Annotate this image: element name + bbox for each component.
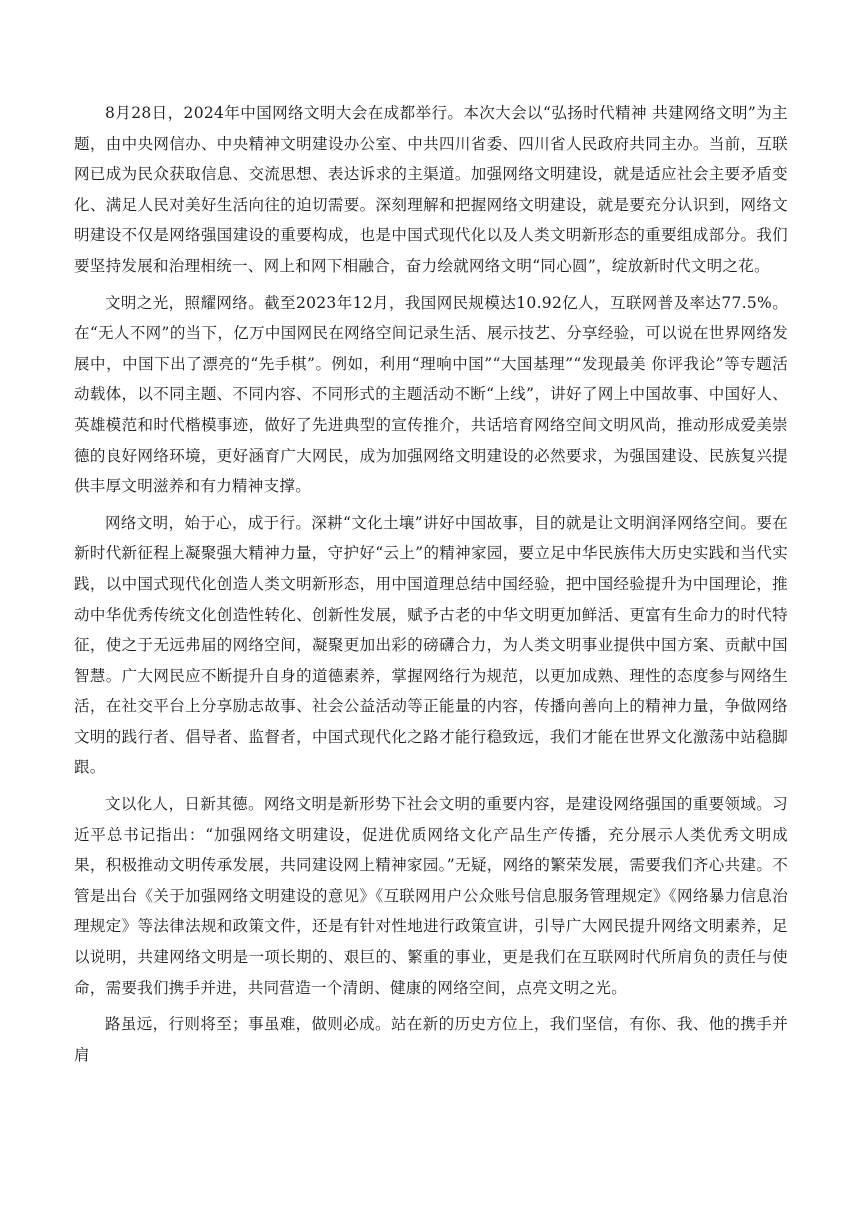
document-body [74,98,788,1076]
paragraph-4: 文以化人，日新其德。网络文明是新形势下社会文明的重要内容，是建设网络强国的重要领域。习近平总书记指出：“加强网络文明建设，促进优质网络文化产品生产传播，充分展示人类优秀文明成果，积极推动文明传承发展，共同建设网上精神家园。”无疑，网络的繁荣发展，需要我们齐心共建。不管是出台《关于加强网络文明建设的意见》《互联网用户公众账号信息服务管理规定》《网络暴力信息治理规定》等法律法规和政策文件，还是有针对性地进行政策宣讲，引导广大网民提升网络文明素养，足以说明，共建网络文明是一项长期的、艰巨的、繁重的事业，更是我们在互联网时代所肩负的责任与使命，需要我们携手并进，共同营造一个清朗、健康的网络空间，点亮文明之光。 [74,795,788,997]
paragraph-2: 文明之光，照耀网络。截至2023年12月，我国网民规模达10.92亿人，互联网普及率达77.5%。在“无人不网”的当下，亿万中国网民在网络空间记录生活、展示技艺、分享经验，可以说在世界网络发展中，中国下出了漂亮的“先手棋”。例如，利用“理响中国”“大国基理”“发现最美 你评我论”等专题活动载体，以不同主题、不同内容、不同形式的主题活动不断“上线”，讲好了网上中国故事、中国好人、英雄模范和时代楷模事迹，做好了先进典型的宣传推介，共话培育网络空间文明风尚，推动形成爱美崇德的良好网络环境，更好涵育广大网民，成为加强网络文明建设的必然要求，为强国建设、民族复兴提供丰厚文明滋养和有力精神支撑。 [74,293,788,496]
paragraph-5: 路虽远，行则将至；事虽难，做则必成。站在新的历史方位上，我们坚信，有你、我、他的携手并肩 [74,1015,788,1064]
paragraph-1: 8月28日，2024年中国网络文明大会在成都举行。本次大会以“弘扬时代精神 共建网络文明”为主题，由中央网信办、中央精神文明建设办公室、中共四川省委、四川省人民政府共同主办。当前，互联网已成为民众获取信息、交流思想、表达诉求的主渠道。加强网络文明建设，就是适应社会主要矛盾变化、满足人民对美好生活向往的迫切需要。深刻理解和把握网络文明建设，就是要充分认识到，网络文明建设不仅是网络强国建设的重要构成，也是中国式现代化以及人类文明新形态的重要组成部分。我们要坚持发展和治理相统一、网上和网下相融合，奋力绘就网络文明“同心圆”，绽放新时代文明之花。 [74,104,788,275]
paragraph-3: 网络文明，始于心，成于行。深耕“文化土壤”讲好中国故事，目的就是让文明润泽网络空间。要在新时代新征程上凝聚强大精神力量，守护好“云上”的精神家园，要立足中华民族伟大历史实践和当代实践，以中国式现代化创造人类文明新形态，用中国道理总结中国经验，把中国经验提升为中国理论，推动中华优秀传统文化创造性转化、创新性发展，赋予古老的中华文明更加鲜活、更富有生命力的时代特征，使之于无远弗届的网络空间，凝聚更加出彩的磅礴合力，为人类文明事业提供中国方案、贡献中国智慧。广大网民应不断提升自身的道德素养，掌握网络行为规范，以更加成熟、理性的态度参与网络生活，在社交平台上分享励志故事、社会公益活动等正能量的内容，传播向善向上的精神力量，争做网络文明的践行者、倡导者、监督者，中国式现代化之路才能行稳致远，我们才能在世界文化激荡中站稳脚跟。 [74,513,788,777]
